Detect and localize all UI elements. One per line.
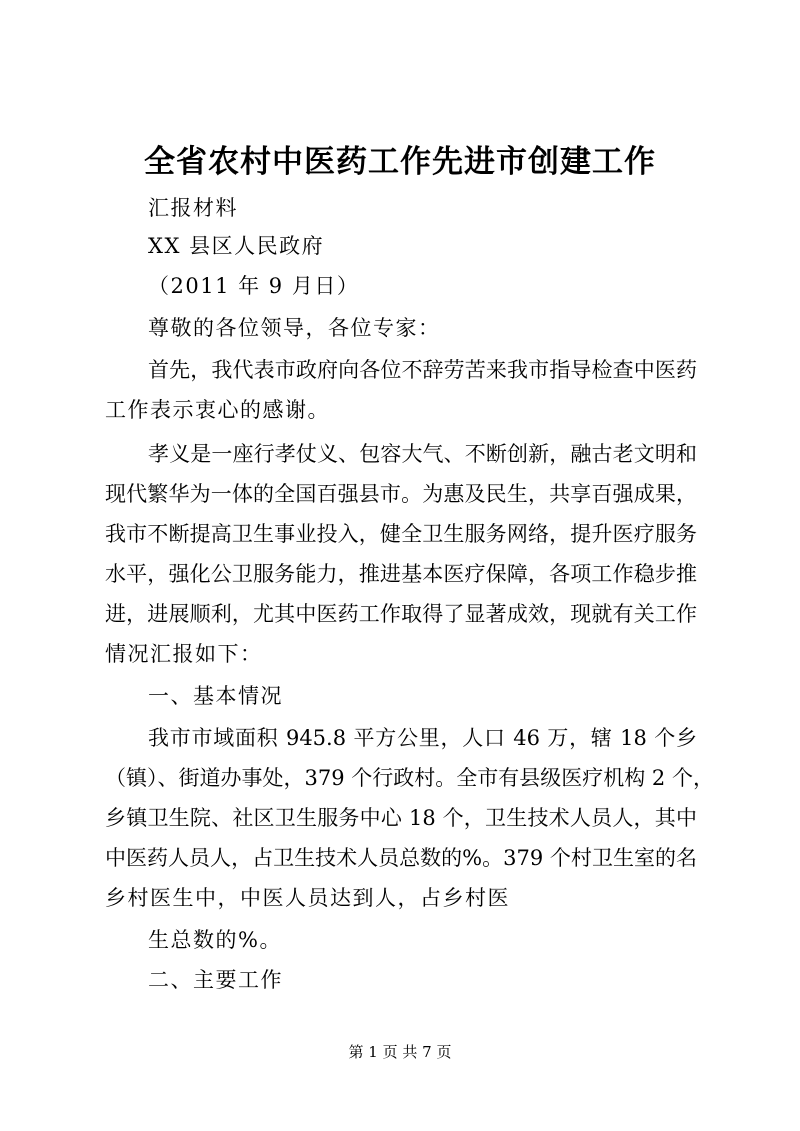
paragraph-line: 水平，强化公卫服务能力，推进基本医疗保障，各项工作稳步推 [105, 562, 697, 586]
document-date: （2011 年 9 月日） [148, 274, 360, 298]
section-heading: 二、主要工作 [148, 968, 283, 992]
paragraph-line: 生总数的%。 [148, 928, 282, 952]
document-subtitle: 汇报材料 [148, 196, 238, 220]
paragraph-line: （镇）、街道办事处，379 个行政村。全市有县级医疗机构 2 个， [105, 766, 714, 790]
salutation: 尊敬的各位领导，各位专家： [148, 316, 441, 340]
paragraph-line: 乡村医生中，中医人员达到人，占乡村医 [105, 886, 510, 910]
paragraph-line: 现代繁华为一体的全国百强县市。为惠及民生，共享百强成果， [105, 482, 697, 506]
paragraph-line: 情况汇报如下： [105, 642, 263, 666]
paragraph-line: 中医药人员人，占卫生技术人员总数的%。379 个村卫生室的名 [105, 846, 697, 870]
paragraph-line: 工作表示衷心的感谢。 [105, 398, 330, 422]
paragraph-line: 我市不断提高卫生事业投入，健全卫生服务网络，提升医疗服务 [105, 522, 697, 546]
document-author: XX 县区人民政府 [148, 234, 325, 258]
section-heading: 一、基本情况 [148, 684, 283, 708]
paragraph-line: 孝义是一座行孝仗义、包容大气、不断创新，融古老文明和 [148, 442, 697, 466]
paragraph-line: 我市市域面积 945.8 平方公里，人口 46 万，辖 18 个乡 [148, 726, 697, 750]
paragraph-line: 进，进展顺利，尤其中医药工作取得了显著成效，现就有关工作 [105, 602, 697, 626]
document-title: 全省农村中医药工作先进市创建工作 [144, 144, 656, 180]
page-number: 第 1 页 共 7 页 [348, 1043, 452, 1061]
paragraph-line: 首先，我代表市政府向各位不辞劳苦来我市指导检查中医药 [148, 358, 697, 382]
paragraph-line: 乡镇卫生院、社区卫生服务中心 18 个，卫生技术人员人，其中 [105, 806, 697, 830]
